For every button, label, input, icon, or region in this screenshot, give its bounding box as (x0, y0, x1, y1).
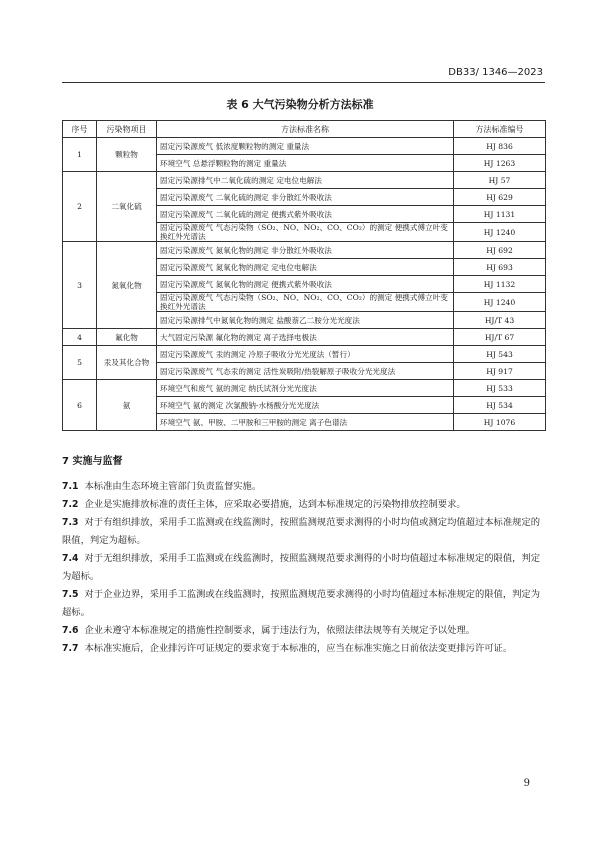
analysis-method-table (62, 120, 546, 431)
table-row (63, 138, 546, 155)
header-pollutant: 污染物项目 (97, 121, 157, 138)
paragraph-text: 企业未遵守本标准规定的措施性控制要求，属于违法行为，依照法律法规等有关规定予以处理。 (84, 625, 475, 636)
paragraph-number: 7.3 (62, 517, 79, 528)
row-number: 3 (63, 242, 97, 329)
method-code: HJ/T 67 (454, 329, 546, 346)
paragraph-text: 对于有组织排放，采用手工监测或在线监测时，按照监测规范要求测得的小时均值或测定均值超过本标准规定的限值，判定为超标。 (62, 517, 541, 546)
paragraph (62, 586, 546, 622)
header-rule (62, 82, 545, 83)
pollutant-name: 汞及其化合物 (97, 346, 157, 380)
paragraph-text: 对于无组织排放，采用手工监测或在线监测时，按照监测规范要求测得的小时均值超过本标准规定的限值，判定为超标。 (62, 553, 541, 582)
paragraph-number: 7.5 (62, 589, 79, 600)
paragraph-text: 企业是实施排放标准的责任主体，应采取必要措施，达到本标准规定的污染物排放控制要求。 (84, 499, 466, 510)
method-code: HJ 1131 (454, 206, 546, 223)
paragraph-number: 7.4 (62, 553, 79, 564)
table-body (63, 138, 546, 431)
paragraph-number: 7.1 (62, 481, 79, 492)
method-name: 环境空气和废气 氨的测定 纳氏试剂分光光度法 (157, 380, 454, 397)
table-row (63, 329, 546, 346)
method-code: HJ 533 (454, 380, 546, 397)
method-name: 大气固定污染源 氟化物的测定 离子选择电极法 (157, 329, 454, 346)
row-number: 1 (63, 138, 97, 172)
document-code: DB33/ 1346—2023 (448, 67, 543, 78)
method-name: 固定污染源废气 气态汞的测定 活性炭吸附/热裂解原子吸收分光光度法 (157, 363, 454, 380)
method-name: 固定污染源废气 气态污染物（SO₂、NO、NO₂、CO、CO₂）的测定 便携式傅立叶变换红外光谱法 (157, 223, 454, 242)
paragraph-text: 本标准由生态环境主管部门负责监督实施。 (84, 481, 262, 492)
method-code: HJ/T 43 (454, 312, 546, 329)
paragraph (62, 550, 546, 586)
method-name: 固定污染源废气 汞的测定 冷原子吸收分光光度法（暂行） (157, 346, 454, 363)
header-method-name: 方法标准名称 (157, 121, 454, 138)
pollutant-name: 氟化物 (97, 329, 157, 346)
pollutant-name: 氮氧化物 (97, 242, 157, 329)
method-name: 环境空气 氨、甲胺、二甲胺和三甲胺的测定 离子色谱法 (157, 414, 454, 431)
table-row (63, 380, 546, 397)
paragraph-number: 7.2 (62, 499, 79, 510)
method-name: 固定污染源废气 气态污染物（SO₂、NO、NO₂、CO、CO₂）的测定 便携式傅立叶变换红外光谱法 (157, 293, 454, 312)
header-method-code: 方法标准编号 (454, 121, 546, 138)
method-code: HJ 1076 (454, 414, 546, 431)
header-no: 序号 (63, 121, 97, 138)
table-row (63, 346, 546, 363)
pollutant-name: 氨 (97, 380, 157, 431)
paragraph-text: 对于企业边界，采用手工监测或在线监测时，按照监测规范要求测得的小时均值超过本标准规定的限值，判定为超标。 (62, 589, 541, 618)
method-name: 固定污染源废气 低浓度颗粒物的测定 重量法 (157, 138, 454, 155)
method-name: 固定污染源废气 二氧化硫的测定 便携式紫外吸收法 (157, 206, 454, 223)
table-row (63, 172, 546, 189)
method-name: 固定污染源排气中氮氧化物的测定 盐酸萘乙二胺分光光度法 (157, 312, 454, 329)
row-number: 5 (63, 346, 97, 380)
method-code: HJ 1263 (454, 155, 546, 172)
paragraph (62, 496, 546, 514)
method-code: HJ 1240 (454, 293, 546, 312)
method-name: 固定污染源废气 二氧化硫的测定 非分散红外吸收法 (157, 189, 454, 206)
paragraph (62, 514, 546, 550)
table-title: 表 6 大气污染物分析方法标准 (226, 98, 374, 111)
page-number: 9 (523, 778, 530, 789)
method-name: 固定污染源废气 氮氧化物的测定 非分散红外吸收法 (157, 242, 454, 259)
method-code: HJ 534 (454, 397, 546, 414)
row-number: 4 (63, 329, 97, 346)
method-code: HJ 1132 (454, 276, 546, 293)
row-number: 6 (63, 380, 97, 431)
method-code: HJ 57 (454, 172, 546, 189)
method-code: HJ 629 (454, 189, 546, 206)
pollutant-name: 二氧化硫 (97, 172, 157, 242)
method-code: HJ 917 (454, 363, 546, 380)
method-name: 固定污染源废气 氮氧化物的测定 便携式紫外吸收法 (157, 276, 454, 293)
paragraph-number: 7.6 (62, 625, 79, 636)
method-name: 环境空气 氨的测定 次氯酸钠-水杨酸分光光度法 (157, 397, 454, 414)
table-row (63, 242, 546, 259)
paragraph-number: 7.7 (62, 643, 79, 654)
method-code: HJ 693 (454, 259, 546, 276)
method-name: 环境空气 总悬浮颗粒物的测定 重量法 (157, 155, 454, 172)
method-code: HJ 1240 (454, 223, 546, 242)
section-paragraphs (62, 478, 546, 658)
method-code: HJ 692 (454, 242, 546, 259)
paragraph (62, 622, 546, 640)
method-name: 固定污染源排气中二氧化硫的测定 定电位电解法 (157, 172, 454, 189)
method-code: HJ 543 (454, 346, 546, 363)
pollutant-name: 颗粒物 (97, 138, 157, 172)
paragraph-text: 本标准实施后，企业排污许可证规定的要求宽于本标准的，应当在标准实施之日前依法变更排污许可证。 (84, 643, 513, 654)
paragraph (62, 640, 546, 658)
row-number: 2 (63, 172, 97, 242)
method-code: HJ 836 (454, 138, 546, 155)
table-header-row (63, 121, 546, 138)
method-name: 固定污染源废气 氮氧化物的测定 定电位电解法 (157, 259, 454, 276)
section-heading: 7 实施与监督 (62, 456, 123, 467)
paragraph (62, 478, 546, 496)
